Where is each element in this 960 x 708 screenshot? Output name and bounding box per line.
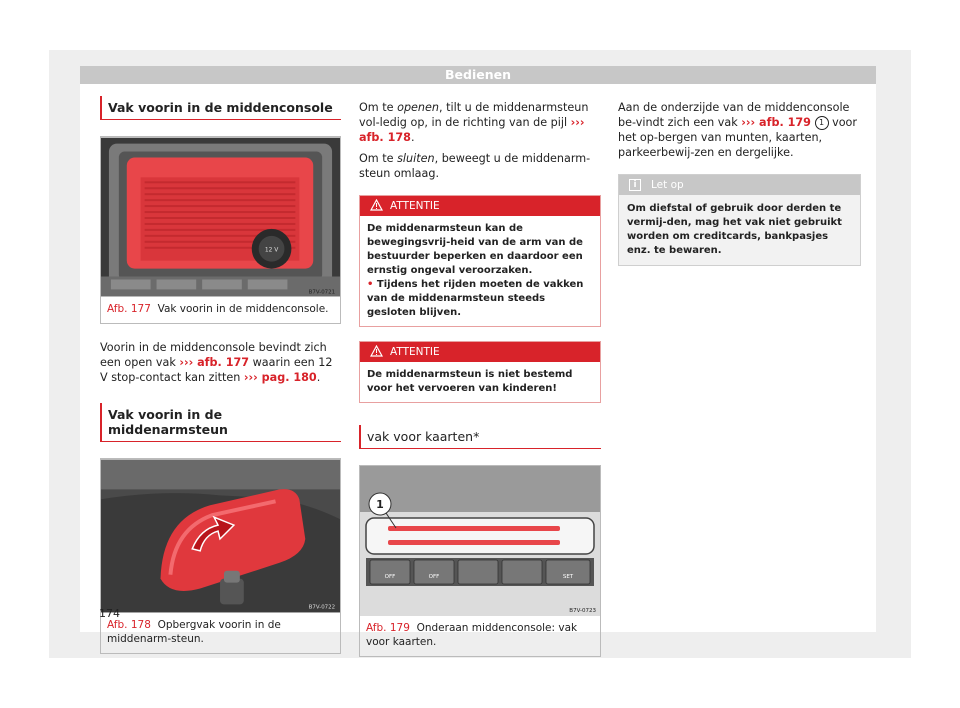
figure-178 — [100, 458, 341, 654]
warning-icon — [370, 199, 383, 211]
figure-caption: Afb. 179 Onderaan middenconsole: vak voor kaarten. — [366, 622, 578, 648]
page-link[interactable]: ››› pag. 180 — [243, 371, 317, 384]
section-title-cards: vak voor kaarten* — [359, 425, 601, 449]
page-number: 174 — [99, 607, 120, 620]
warning-box-1 — [359, 195, 601, 327]
warning-header: ATTENTIE — [360, 342, 600, 362]
figure-179 — [359, 465, 601, 657]
figure-link[interactable]: ››› afb. 177 — [179, 356, 250, 369]
callout-ref: 1 — [815, 116, 829, 130]
callout-number: 1 — [376, 498, 384, 511]
figure-caption: Afb. 178 Opbergvak voorin in de middenarm-steun. — [107, 619, 281, 645]
column-1 — [100, 96, 341, 654]
socket-label: 12 V — [264, 246, 279, 254]
figure-caption: Afb. 177 Vak voorin in de middenconsole. — [107, 303, 329, 315]
button-label: OFF — [384, 574, 396, 580]
figure-177 — [100, 136, 341, 324]
manual-page — [80, 66, 876, 648]
warning-text: De middenarmsteun is niet bestemd voor het vervoeren van kinderen! — [367, 369, 573, 394]
figure-code: B7V-0722 — [308, 604, 336, 611]
note-header: i Let op — [619, 175, 860, 195]
section-title-console: Vak voorin in de middenconsole — [100, 96, 341, 120]
figure-link[interactable]: ››› afb. 178 — [359, 116, 585, 144]
figure-code: B7V-0723 — [569, 608, 596, 614]
section-header: Bedienen — [80, 66, 876, 84]
armrest-image — [101, 459, 340, 613]
warning-text: De middenarmsteun kan de bewegingsvrij-heid van de arm van de bestuurder beperken en daardoor een ernstig ongeval veroorzaken. • Tijdens het rijden moeten de vakken van de middenarmsteun steeds gesloten blijven. — [367, 223, 584, 318]
column-2 — [359, 100, 601, 657]
note-text: Om diefstal of gebruik door derden te vermij-den, mag het vak niet gebruikt worden om creditcards, bankpasjes enz. te bewaren. — [627, 203, 842, 256]
button-label: OFF — [428, 574, 440, 580]
card-compartment-image — [360, 466, 600, 616]
paragraph-cards: Aan de onderzijde van de middenconsole be-vindt zich een vak ››› afb. 179 1 voor het op-bergen van munten, kaarten, parkeerbewij-zen en dergelijke. — [618, 101, 857, 159]
warning-box-2 — [359, 341, 601, 403]
note-box — [618, 174, 861, 266]
figure-link[interactable]: ››› afb. 179 — [741, 116, 811, 129]
warning-header: ATTENTIE — [360, 196, 600, 216]
warning-icon — [370, 345, 383, 357]
console-compartment-image — [101, 137, 340, 297]
section-title-armrest: Vak voorin in de middenarmsteun — [100, 403, 341, 442]
figure-code: B7V-0721 — [308, 289, 336, 296]
info-icon: i — [629, 179, 641, 191]
paragraph-close: Om te sluiten, beweegt u de middenarm-steun omlaag. — [359, 152, 591, 180]
paragraph-open: Om te openen, tilt u de middenarmsteun vol-ledig op, in de richting van de pijl ››› afb. 178. — [359, 101, 589, 144]
paragraph-console: Voorin in de middenconsole bevindt zich een open vak ››› afb. 177 waarin een 12 V stop-contact kan zitten ››› pag. 180. — [100, 341, 333, 384]
column-3 — [618, 100, 861, 266]
button-label: SET — [562, 574, 574, 580]
